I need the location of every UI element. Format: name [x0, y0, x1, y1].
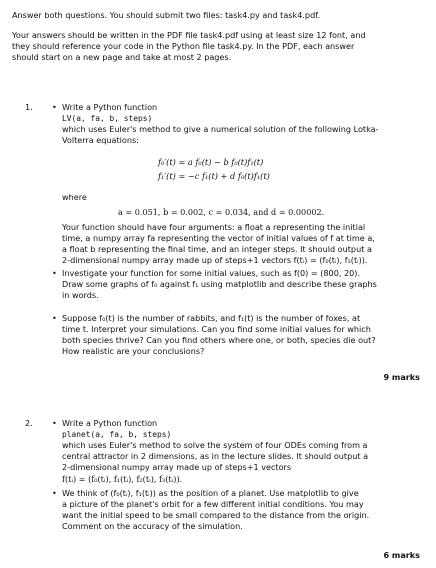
- bullet-icon: •: [52, 268, 57, 278]
- q1-bullet1-para-2: time, a numpy array fa representing the vector of initial values of f at time a,: [62, 233, 375, 243]
- q1-bullet1-para-1: Your function should have four arguments: a float a representing the initial: [62, 222, 366, 232]
- q1-bullet2-line-2: Draw some graphs of f₀ against f₁ using matplotlib and describe these graphs: [62, 279, 377, 289]
- rules-line-2: they should reference your code in the Python file task4.py. In the PDF, each answer: [12, 41, 355, 51]
- q1-bullet3-line-1: Suppose f₀(t) is the number of rabbits, and f₁(t) is the number of foxes, at: [62, 313, 361, 323]
- q1-bullet2-line-1: Investigate your function for some initial values, such as f(0) = (800, 20).: [62, 268, 361, 278]
- bullet-icon: •: [52, 102, 57, 112]
- q1-bullet1-line2: which uses Euler's method to give a numerical solution of the following Lotka-: [62, 124, 379, 134]
- q1-marks: 9 marks: [383, 372, 420, 382]
- q2-bullet2-line-1: We think of (f₀(tᵢ), f₁(tᵢ)) as the position of a planet. Use matplotlib to give: [62, 488, 359, 498]
- rules-line-1: Your answers should be written in the PDF file task4.pdf using at least size 12 font, and: [12, 30, 366, 40]
- bullet-icon: •: [52, 313, 57, 323]
- instructions-text: Answer both questions. You should submit two files: task4.py and task4.pdf.: [12, 10, 321, 20]
- q2-function-signature: planet(a, fa, b, steps): [62, 430, 172, 439]
- q1-bullet1-para-3: a float b representing the final time, and an integer steps. It should output a: [62, 244, 372, 254]
- q1-bullet2-line-3: in words.: [62, 290, 99, 300]
- question-1-number: 1.: [25, 102, 33, 112]
- q2-bullet1-intro: Write a Python function: [62, 418, 158, 428]
- q1-equation-2: f₁′(t) = −c f₁(t) + d f₀(t)f₁(t): [158, 171, 270, 181]
- q1-bullet3-line-3: both species thrive? Can you find others where one, or both, species die out?: [62, 335, 376, 345]
- q1-bullet1-intro: Write a Python function: [62, 102, 158, 112]
- q2-bullet2-line-4: Comment on the accuracy of the simulation.: [62, 521, 243, 531]
- q2-bullet2-line-3: want the initial speed to be small compared to the distance from the origin.: [62, 510, 370, 520]
- q1-bullet3-line-2: time t. Interpret your simulations. Can you find some initial values for which: [62, 324, 371, 334]
- bullet-icon: •: [52, 488, 57, 498]
- q2-bullet1-line-3: 2-dimensional numpy array made up of steps+1 vectors: [62, 462, 292, 472]
- q2-bullet1-line-4: f(tᵢ) = (f₀(tᵢ), f₁(tᵢ), f₂(tᵢ), f₃(tᵢ)).: [62, 474, 183, 484]
- question-2-number: 2.: [25, 418, 33, 428]
- q1-bullet1-para-4: 2-dimensional numpy array made up of steps+1 vectors f(tᵢ) = (f₀(tᵢ), f₁(tᵢ)).: [62, 255, 368, 265]
- bullet-icon: •: [52, 418, 57, 428]
- rules-line-3: should start on a new page and take at most 2 pages.: [12, 52, 232, 62]
- q1-where-label: where: [62, 192, 87, 202]
- q1-parameters: a = 0.051, b = 0.002, c = 0.034, and d = 0.00002.: [118, 207, 325, 217]
- q1-equation-1: f₀′(t) = a f₀(t) − b f₀(t)f₁(t): [158, 157, 264, 167]
- q2-marks: 6 marks: [383, 550, 420, 560]
- q1-function-signature: LV(a, fa, b, steps): [62, 114, 153, 123]
- q2-bullet2-line-2: a picture of the planet's orbit for a few different initial conditions. You may: [62, 499, 364, 509]
- q2-bullet1-line-1: which uses Euler's method to solve the system of four ODEs coming from a: [62, 440, 368, 450]
- q1-bullet1-line3: Volterra equations:: [62, 135, 139, 145]
- q1-bullet3-line-4: How realistic are your conclusions?: [62, 346, 205, 356]
- q2-bullet1-line-2: central attractor in 2 dimensions, as in the lecture slides. It should output a: [62, 451, 369, 461]
